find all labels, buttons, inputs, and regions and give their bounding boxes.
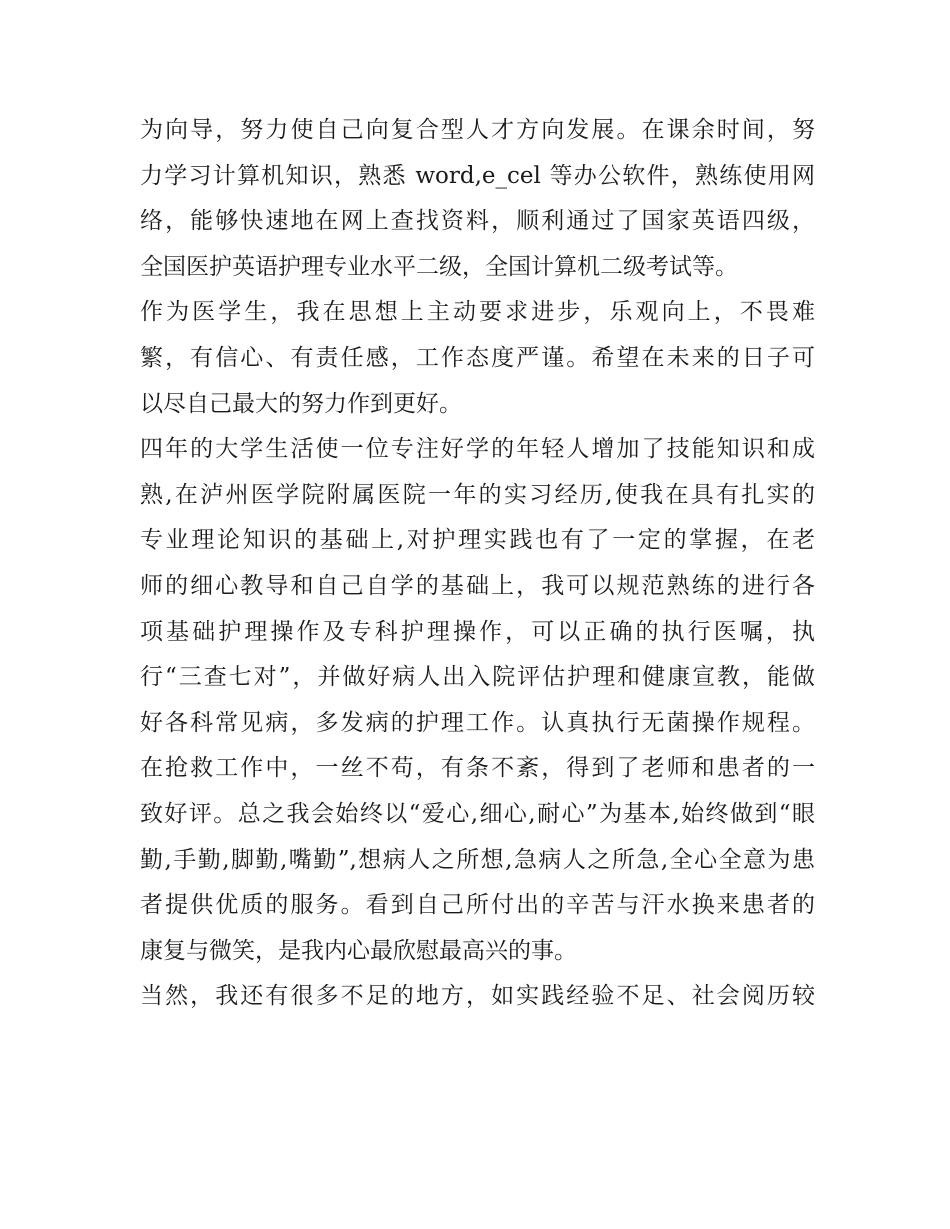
text-line: 络，能够快速地在网上查找资料，顺利通过了国家英语四级， (140, 208, 815, 235)
text-line: 繁，有信心、有责任感，工作态度严谨。希望在未来的日子可 (140, 344, 815, 371)
text-line: 专业理论知识的基础上,对护理实践也有了一定的掌握，在老 (140, 527, 815, 554)
paragraph-skills (140, 108, 815, 290)
text-line: 师的细心教导和自己自学的基础上，我可以规范熟练的进行各 (140, 572, 815, 599)
paragraph-shortcomings (140, 974, 815, 1020)
body-text (140, 108, 815, 1020)
text-line: 全国医护英语护理专业水平二级，全国计算机二级考试等。 (140, 253, 738, 280)
text-line: 好各科常见病，多发病的护理工作。认真执行无菌操作规程。 (140, 709, 815, 736)
text-line: 作为医学生，我在思想上主动要求进步，乐观向上，不畏难 (140, 299, 815, 326)
text-line: 力学习计算机知识，熟悉 word,e_cel 等办公软件，熟练使用网 (140, 162, 815, 189)
text-line: 康复与微笑，是我内心最欣慰最高兴的事。 (140, 937, 577, 964)
text-line: 项基础护理操作及专科护理操作，可以正确的执行医嘱，执 (140, 618, 815, 645)
text-line: 熟,在泸州医学院附属医院一年的实习经历,使我在具有扎实的 (140, 481, 815, 508)
text-line: 者提供优质的服务。看到自己所付出的辛苦与汗水换来患者的 (140, 892, 815, 919)
text-line: 在抢救工作中，一丝不苟，有条不紊，得到了老师和患者的一 (140, 755, 815, 782)
text-line: 为向导，努力使自己向复合型人才方向发展。在课余时间，努 (140, 117, 815, 143)
text-line: 以尽自己最大的努力作到更好。 (140, 390, 462, 417)
text-line: 致好评。总之我会始终以“爱心,细心,耐心”为基本,始终做到“眼 (140, 800, 815, 827)
text-line: 勤,手勤,脚勤,嘴勤”,想病人之所想,急病人之所急,全心全意为患 (140, 846, 815, 873)
paragraph-internship (140, 427, 815, 974)
paragraph-attitude (140, 290, 815, 427)
text-line: 当然，我还有很多不足的地方，如实践经验不足、社会阅历较 (140, 983, 815, 1010)
text-line: 四年的大学生活使一位专注好学的年轻人增加了技能知识和成 (140, 436, 815, 463)
text-line: 行“三查七对”，并做好病人出入院评估护理和健康宣教，能做 (140, 664, 815, 691)
